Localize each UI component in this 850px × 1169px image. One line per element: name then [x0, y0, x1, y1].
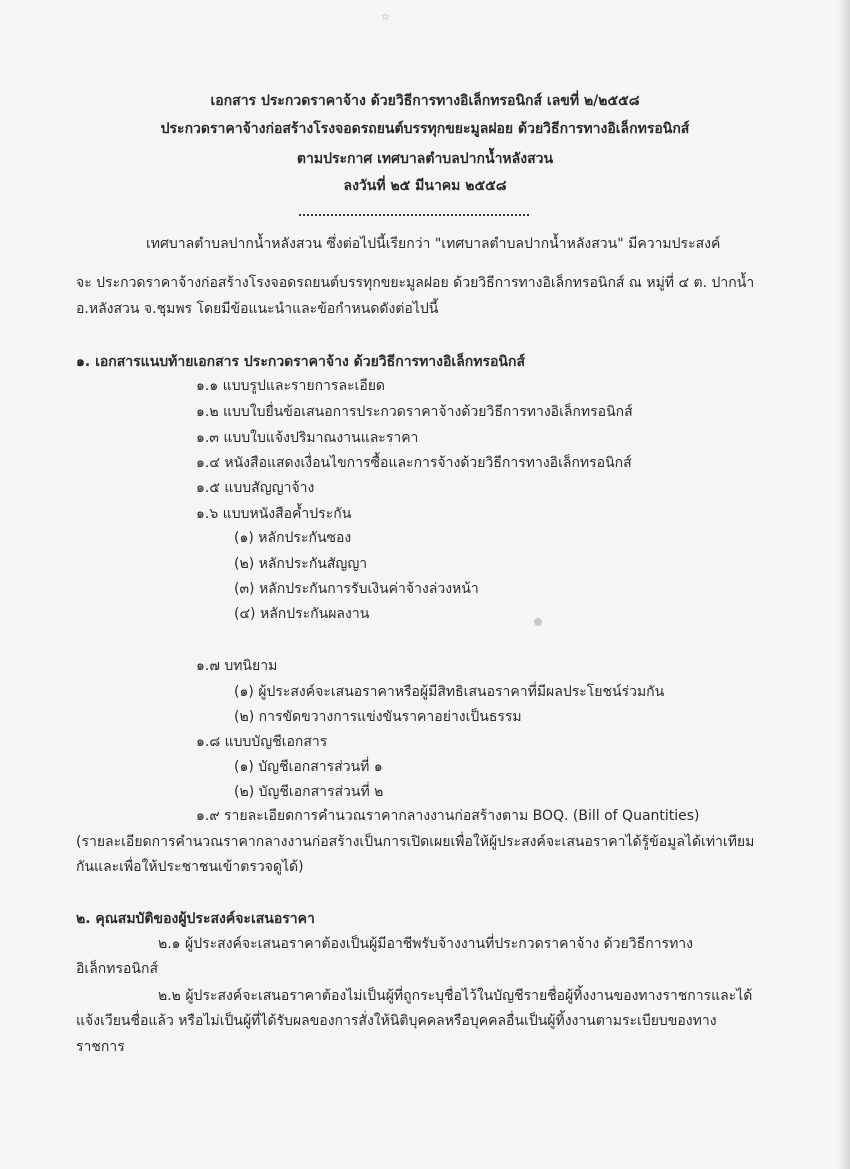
item-1-1: ๑.๑ แบบรูปและรายการละเอียด [196, 378, 386, 394]
intro-line-2: จะ ประกวดราคาจ้างก่อสร้างโรงจอดรถยนต์บรรทุกขยะมูลฝอย ด้วยวิธีการทางอิเล็กทรอนิกส์ ณ หมู่ที่ ๔ ต. ปากน้ำ [76, 275, 755, 291]
document-subtitle: ประกวดราคาจ้างก่อสร้างโรงจอดรถยนต์บรรทุกขยะมูลฝอย ด้วยวิธีการทางอิเล็กทรอนิกส์ [160, 121, 690, 137]
subitem-1-6-1: (๑) หลักประกันซอง [234, 530, 352, 546]
intro-line-3: อ.หลังสวน จ.ชุมพร โดยมีข้อแนะนำและข้อกำหนดดังต่อไปนี้ [76, 301, 439, 317]
subitem-1-8-2: (๒) บัญชีเอกสารส่วนที่ ๒ [234, 784, 384, 800]
item-1-5: ๑.๕ แบบสัญญาจ้าง [196, 480, 315, 496]
intro-line-1: เทศบาลตำบลปากน้ำหลังสวน ซึ่งต่อไปนี้เรียกว่า "เทศบาลตำบลปากน้ำหลังสวน" มีความประสงค์ [146, 236, 721, 252]
item-1-2: ๑.๒ แบบใบยื่นข้อเสนอการประกวดราคาจ้างด้วยวิธีการทางอิเล็กทรอนิกส์ [196, 404, 633, 420]
subitem-1-7-1: (๑) ผู้ประสงค์จะเสนอราคาหรือผู้มีสิทธิเสนอราคาที่มีผลประโยชน์ร่วมกัน [234, 684, 665, 700]
item-1-9: ๑.๙ รายละเอียดการคำนวณราคากลางงานก่อสร้างตาม BOQ. (Bill of Quantities) [196, 808, 700, 824]
item-1-7: ๑.๗ บทนิยาม [196, 658, 278, 674]
note-line-1: (รายละเอียดการคำนวณราคากลางงานก่อสร้างเป็นการเปิดเผยเพื่อให้ผู้ประสงค์จะเสนอราคาได้รู้ข้อมูลได้เท่าเทียม [76, 834, 755, 850]
note-line-2: กันและเพื่อให้ประชาชนเข้าตรวจดูได้) [76, 859, 304, 875]
item-2-2-cont-1: แจ้งเวียนชื่อแล้ว หรือไม่เป็นผู้ที่ได้รับผลของการสั่งให้นิติบุคคลหรือบุคคลอื่นเป็นผู้ทิ้งงานตามระเบียบของทาง [76, 1013, 717, 1029]
announcement-line: ตามประกาศ เทศบาลตำบลปากน้ำหลังสวน [296, 151, 554, 167]
item-2-1-cont: อิเล็กทรอนิกส์ [76, 961, 158, 977]
item-1-6: ๑.๖ แบบหนังสือค้ำประกัน [196, 506, 352, 522]
subitem-1-6-3: (๓) หลักประกันการรับเงินค่าจ้างล่วงหน้า [234, 581, 479, 597]
item-2-1: ๒.๑ ผู้ประสงค์จะเสนอราคาต้องเป็นผู้มีอาชีพรับจ้างงานที่ประกวดราคาจ้าง ด้วยวิธีการทาง [158, 936, 694, 952]
page-corner-mark: ☆ [381, 12, 390, 23]
item-2-2: ๒.๒ ผู้ประสงค์จะเสนอราคาต้องไม่เป็นผู้ที่ถูกระบุชื่อไว้ในบัญชีรายชื่อผู้ทิ้งงานของทางราชการและได้ [158, 988, 753, 1004]
item-1-8: ๑.๘ แบบบัญชีเอกสาร [196, 734, 328, 750]
section-1-heading: ๑. เอกสารแนบท้ายเอกสาร ประกวดราคาจ้าง ด้วยวิธีการทางอิเล็กทรอนิกส์ [76, 354, 525, 370]
item-2-2-cont-2: ราชการ [76, 1039, 125, 1055]
scan-right-edge [838, 0, 850, 1169]
subitem-1-7-2: (๒) การขัดขวางการแข่งขันราคาอย่างเป็นธรรม [234, 709, 522, 725]
section-2-heading: ๒. คุณสมบัติของผู้ประสงค์จะเสนอราคา [76, 911, 315, 927]
dotted-separator [299, 214, 529, 216]
document-title: เอกสาร ประกวดราคาจ้าง ด้วยวิธีการทางอิเล็กทรอนิกส์ เลขที่ ๒/๒๕๕๘ [210, 93, 640, 109]
date-line: ลงวันที่ ๒๕ มีนาคม ๒๕๕๘ [343, 178, 507, 194]
scan-smudge [534, 618, 542, 626]
subitem-1-6-4: (๔) หลักประกันผลงาน [234, 606, 370, 622]
item-1-3: ๑.๓ แบบใบแจ้งปริมาณงานและราคา [196, 430, 419, 446]
item-1-4: ๑.๔ หนังสือแสดงเงื่อนไขการซื้อและการจ้างด้วยวิธีการทางอิเล็กทรอนิกส์ [196, 455, 632, 471]
subitem-1-8-1: (๑) บัญชีเอกสารส่วนที่ ๑ [234, 759, 383, 775]
subitem-1-6-2: (๒) หลักประกันสัญญา [234, 556, 368, 572]
